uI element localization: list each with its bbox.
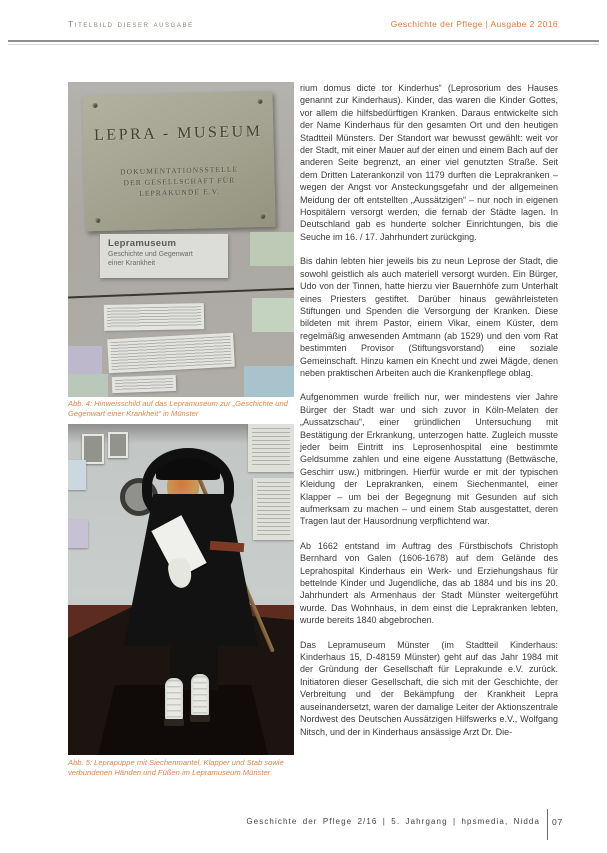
museum-door-sign: [100, 234, 228, 278]
wall-poster: [248, 424, 294, 472]
wall-poster: [68, 520, 88, 548]
figure-5-photo: [68, 424, 294, 755]
wall-tile: [68, 374, 108, 397]
article-paragraph: Ab 1662 entstand im Auftrag des Fürstbischofs Christoph Bernhard von Galen (1606-1678) auf dem Gelände des Leprahospital Kinderhaus ein Werk- und Erziehungshaus für bettelnde Kinder und Jugendliche, das ab 1884 und bis ins 20. Jahrhundert als Armenhaus der Stadt Münster weitergeführt wurde. Das Wohnhaus, in dem einst die Leprakranken lebten, wurde bereits 1840 abgebrochen.: [300, 540, 558, 626]
article-paragraph: rium domus dicte tor Kinderhus“ (Leprosorium des Hauses genannt zur Kinderhaus). Kinder, das waren die Kinder Gottes, vor allem die hilfsbedürftigen Kranken. Daraus entwickelte sich der Name Kinderhaus für den gesamten Ort und den heutigen Stadtteil Münsters. Der Standort war bewusst gewählt: weit vor der Stadt, mit einer Mauer auf der einen und einem Bach auf der anderen Seite begrenzt, an einer viel genutzten Straße. Seit dem Dritten Laterankonzil von 1179 durften die Leprakranken – wegen der Angst vor Ansteckungsgefahr und der allgemeinen Meidung der oft entstellten „Aussätzigen“ – nur noch in eigenen Hospitälern versorgt werden, die fernab der Städte lagen. In Deutschland gab es hunderte solcher Einrichtungen, bis die Seuche im 16. / 17. Jahrhundert zurückging.: [300, 83, 558, 242]
header-issue-label: Geschichte der Pflege | Ausgabe 2 2016: [390, 19, 558, 29]
plaque-title: LEPRA - MUSEUM: [93, 122, 263, 145]
header-section-label: Titelbild dieser ausgabe: [68, 19, 194, 29]
display-case-edge: [68, 287, 294, 298]
figure-5-caption: Abb. 5: Leprapuppe mit Siechenmantel, Klapper und Stab sowie verbundenen Händen und Füßen im Lepramuseum Münster: [68, 758, 284, 777]
notice-paper: [107, 333, 235, 374]
sandal-sole: [164, 719, 184, 726]
wall-tile: [250, 232, 294, 266]
article-body: [300, 82, 558, 750]
wall-poster: [68, 460, 86, 490]
screw-icon: [93, 103, 98, 108]
article-paragraph: Bis dahin lebten hier jeweils bis zu neun Leprose der Stadt, die sowohl geistlich als auch materiell versorgt wurden. Ein Bürger, Udo von der Tinnen, hatte hierzu vier Bauernhöfe zum Unterhalt eines Priesters gestiftet. Darüber hinaus gewährleisteten Stiftungen und Spenden die Versorgung der Kranken. Diese bildeten mit ihrem Pastor, einem Vikar, einem Küster, dem regelmäßig anwesenden Amtmann (ab 1529) und den vom Rat bestimmten Provisor (Stiftungsvorstand) eine soziale Gemeinschaft. Hinzu kamen ein Knecht und zwei Mägde, denen neben praktischen Arbeiten auch die Krankenpflege oblag.: [300, 256, 558, 378]
museum-stone-plaque: [82, 91, 275, 232]
figure-4-photo: [68, 82, 294, 397]
notice-paper: [104, 303, 204, 331]
plaque-subtitle-line: LEPRAKUNDE E.V.: [139, 187, 221, 198]
screw-icon: [260, 214, 265, 219]
door-sign-subtitle: Geschichte und Gegenwart: [108, 251, 193, 258]
framed-picture: [108, 432, 128, 458]
footer-divider: [547, 809, 548, 840]
screw-icon: [95, 218, 100, 223]
article-paragraph: Das Lepramuseum Münster (im Stadtteil Kinderhaus: Kinderhaus 15, D-48159 Münster) geht auf das Jahr 1984 mit der Gründung der Gesellschaft für Leprakunde e.V. zurück. Initiatoren dieser Gesellschaft, die sich mit der Geschichte, der Verbreitung und der Bekämpfung der Krankheit Lepra auseinandersetzt, waren der damalige Leiter der Aktionszentrale Nordwest des Deutschen Aussätzigen Hilfswerks e.V., Wolfgang Nitsch, und der in Kinderhaus ansässige Arzt Dr. Die-: [300, 639, 558, 737]
figure-4-caption: Abb. 4: Hinweisschild auf das Lepramuseum zur „Geschichte und Gegenwart einer Krankheit“ in Münster: [68, 399, 288, 418]
footer-page-number: 07: [552, 817, 564, 827]
footer-imprint: Geschichte der Pflege 2/16 | 5. Jahrgang | hpsmedia, Nidda: [246, 817, 540, 826]
door-sign-subtitle: einer Krankheit: [108, 260, 156, 267]
notice-paper: [112, 375, 177, 393]
wall-poster: [253, 478, 294, 540]
plaque-subtitle: [84, 163, 275, 201]
bandaged-foot: [165, 678, 183, 722]
wall-tile: [252, 298, 294, 332]
plaque-subtitle-line: DER GESELLSCHAFT FÜR: [123, 175, 236, 188]
wall-tile: [244, 366, 294, 397]
screw-icon: [258, 99, 263, 104]
sandal-sole: [190, 715, 210, 722]
article-paragraph: Aufgenommen wurde freilich nur, wer mindestens vier Jahre Bürger der Stadt war und sich zuvor in Köln-Melaten der „Aussatzschau“, einer gründlichen Untersuchung mit Bestätigung der Erkrankung, unterzogen hatte. Zugleich musste jeder beim Eintritt ins Leprosenhospital eine bestimmte Geldsumme zahlen und eine eigene Ausstattung (Bettwäsche, Geschirr usw.) mitbringen. Hierfür wurde er mit der typischen Kleidung der Leprakranken, einem Siechenmantel, einer Klapper – um bei der Begegnung mit Gesunden auf sich aufmerksam zu machen – und einem Stab ausgestattet, deren Tragen laut der Hausordnung verpflichtend war.: [300, 392, 558, 527]
header-rule: [8, 40, 599, 45]
door-sign-title: Lepramuseum: [108, 238, 177, 249]
plaque-subtitle-line: DOKUMENTATIONSSTELLE: [120, 164, 239, 177]
bandaged-foot: [191, 674, 209, 718]
